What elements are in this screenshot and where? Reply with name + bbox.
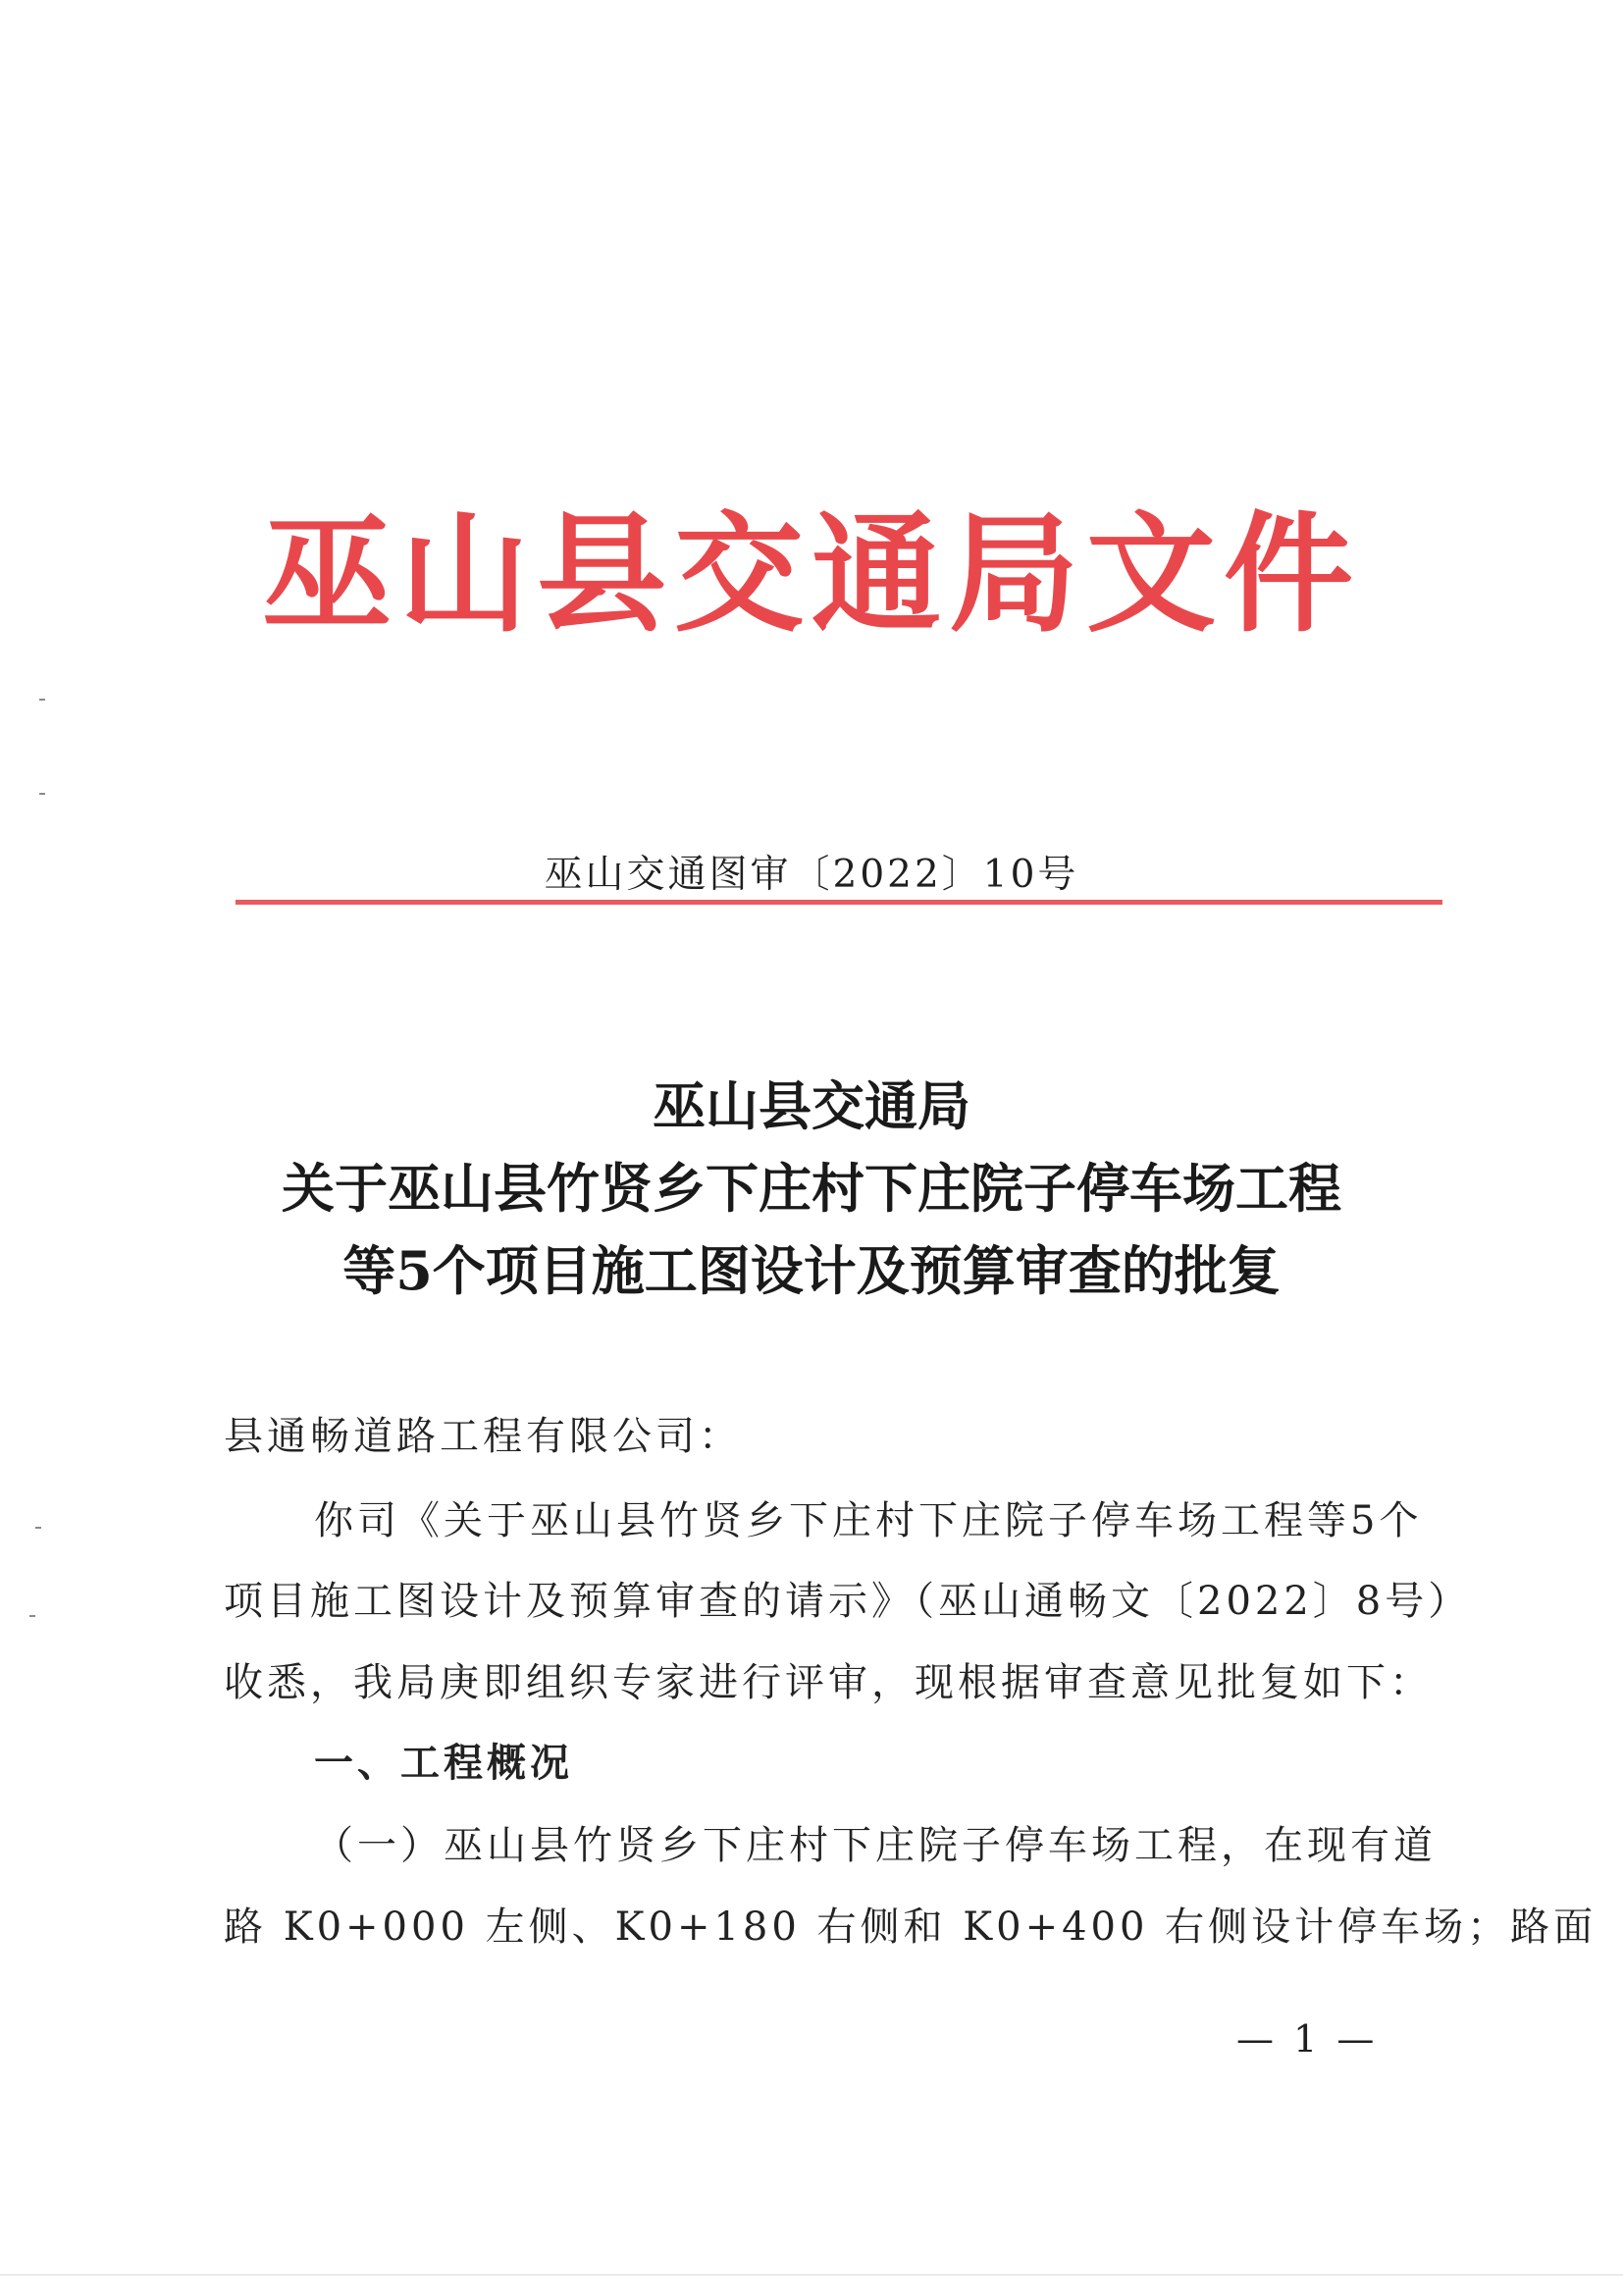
body-paragraph-line: 路 K0+000 左侧、K0+180 右侧和 K0+400 右侧设计停车场；路面 <box>224 1905 1597 1950</box>
title-line-2: 关于巫山县竹贤乡下庄村下庄院子停车场工程 <box>282 1157 1341 1220</box>
document-number: 巫山交通图审〔2022〕10号 <box>544 853 1079 897</box>
scan-margin-mark <box>35 1527 41 1529</box>
document-title <box>0 1065 1623 1312</box>
body-paragraph-line: （一）巫山县竹贤乡下庄村下庄院子停车场工程，在现有道 <box>314 1823 1437 1868</box>
scan-edge-line <box>0 2274 1623 2275</box>
title-line-3: 等5个项目施工图设计及预算审查的批复 <box>342 1239 1281 1302</box>
body-paragraph-line: 项目施工图设计及预算审查的请示》（巫山通畅文〔2022〕8号） <box>224 1579 1472 1624</box>
scan-margin-mark <box>29 1615 35 1617</box>
scan-margin-mark <box>39 793 45 795</box>
page-number: — 1 — <box>1236 2017 1379 2061</box>
body-paragraph-line: 收悉，我局庚即组织专家进行评审，现根据审查意见批复如下： <box>224 1660 1433 1705</box>
scan-margin-mark <box>39 699 45 701</box>
salutation: 县通畅道路工程有限公司： <box>224 1414 742 1459</box>
section-heading: 一、工程概况 <box>314 1741 573 1786</box>
title-line-1: 巫山县交通局 <box>653 1074 970 1137</box>
issuer-title: 巫山县交通局文件 <box>262 498 1361 651</box>
red-divider-line <box>236 900 1442 905</box>
body-paragraph-line: 你司《关于巫山县竹贤乡下庄村下庄院子停车场工程等5个 <box>314 1498 1423 1543</box>
